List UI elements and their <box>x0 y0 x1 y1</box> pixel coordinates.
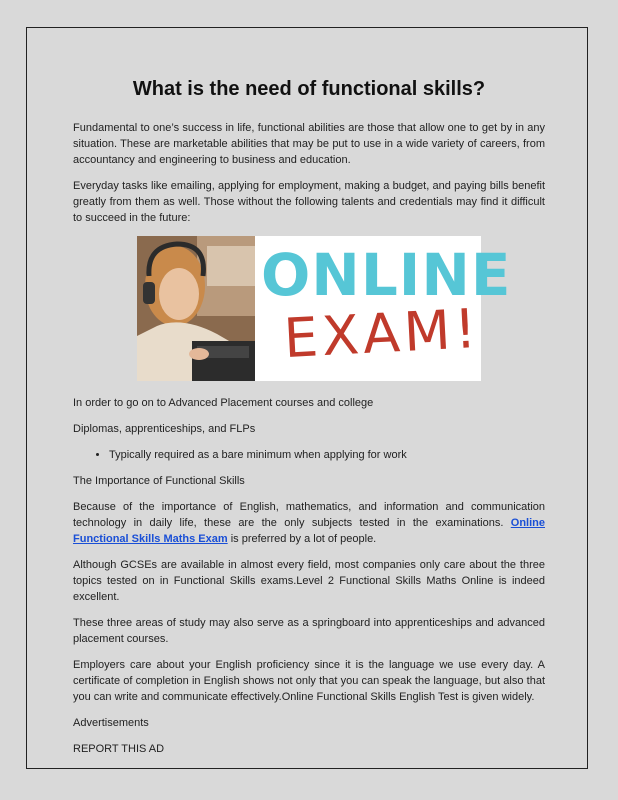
paragraph-importance-text-start: Because of the importance of English, mathematics, and information and communication technology in daily life, these are the only subjects tested in the examinations. <box>73 501 545 529</box>
paragraph-diplomas: Diplomas, apprenticeships, and FLPs <box>73 423 256 435</box>
paragraph-importance-text-end: is preferred by a lot of people. <box>227 533 377 545</box>
advertisements-label: Advertisements <box>73 717 149 729</box>
exam-word: EXAM! <box>282 296 482 371</box>
list-item: • Typically required as a bare minimum when applying for work <box>109 447 545 463</box>
paragraph-english-proficiency: Employers care about your English proficiency since it is the language we use every day. A certificate of completion in English shows not only that you can speak the language, but also that you can write and communicate effectively.Online Functional Skills English Test is given widely. <box>73 659 545 703</box>
paragraph-springboard: These three areas of study may also serve as a springboard into apprenticeships and advanced placement courses. <box>73 617 545 645</box>
paragraph-importance <box>73 499 545 547</box>
online-word: ONLINE <box>261 241 512 309</box>
online-exam-image-wrapper <box>73 236 545 381</box>
requirements-list <box>73 447 545 463</box>
report-ad-label: REPORT THIS AD <box>73 743 165 755</box>
paragraph-advanced-placement: In order to go on to Advanced Placement courses and college <box>73 397 374 409</box>
document-content <box>73 78 545 767</box>
student-photo <box>137 236 255 381</box>
page-title: What is the need of functional skills? <box>132 78 486 100</box>
paragraph-everyday-tasks: Everyday tasks like emailing, applying for employment, making a budget, and paying bills benefit greatly from them as well. Those without the following talents and credentials may find it difficult to succeed in the future: <box>73 180 545 224</box>
paragraph-intro: Fundamental to one’s success in life, functional abilities are those that allow one to get by in any situation. These are marketable abilities that may be put to use in a wide variety of careers, from accountancy and engineering to business and education. <box>73 122 545 166</box>
online-exam-image <box>137 236 512 381</box>
online-maths-exam-link[interactable]: Online Functional Skills Maths Exam <box>73 517 545 545</box>
section-heading-importance: The Importance of Functional Skills <box>73 475 245 487</box>
paragraph-gcses: Although GCSEs are available in almost every field, most companies only care about the three topics tested on in Functional Skills exams.Level 2 Functional Skills Maths Online is indeed excellent. <box>73 559 545 603</box>
